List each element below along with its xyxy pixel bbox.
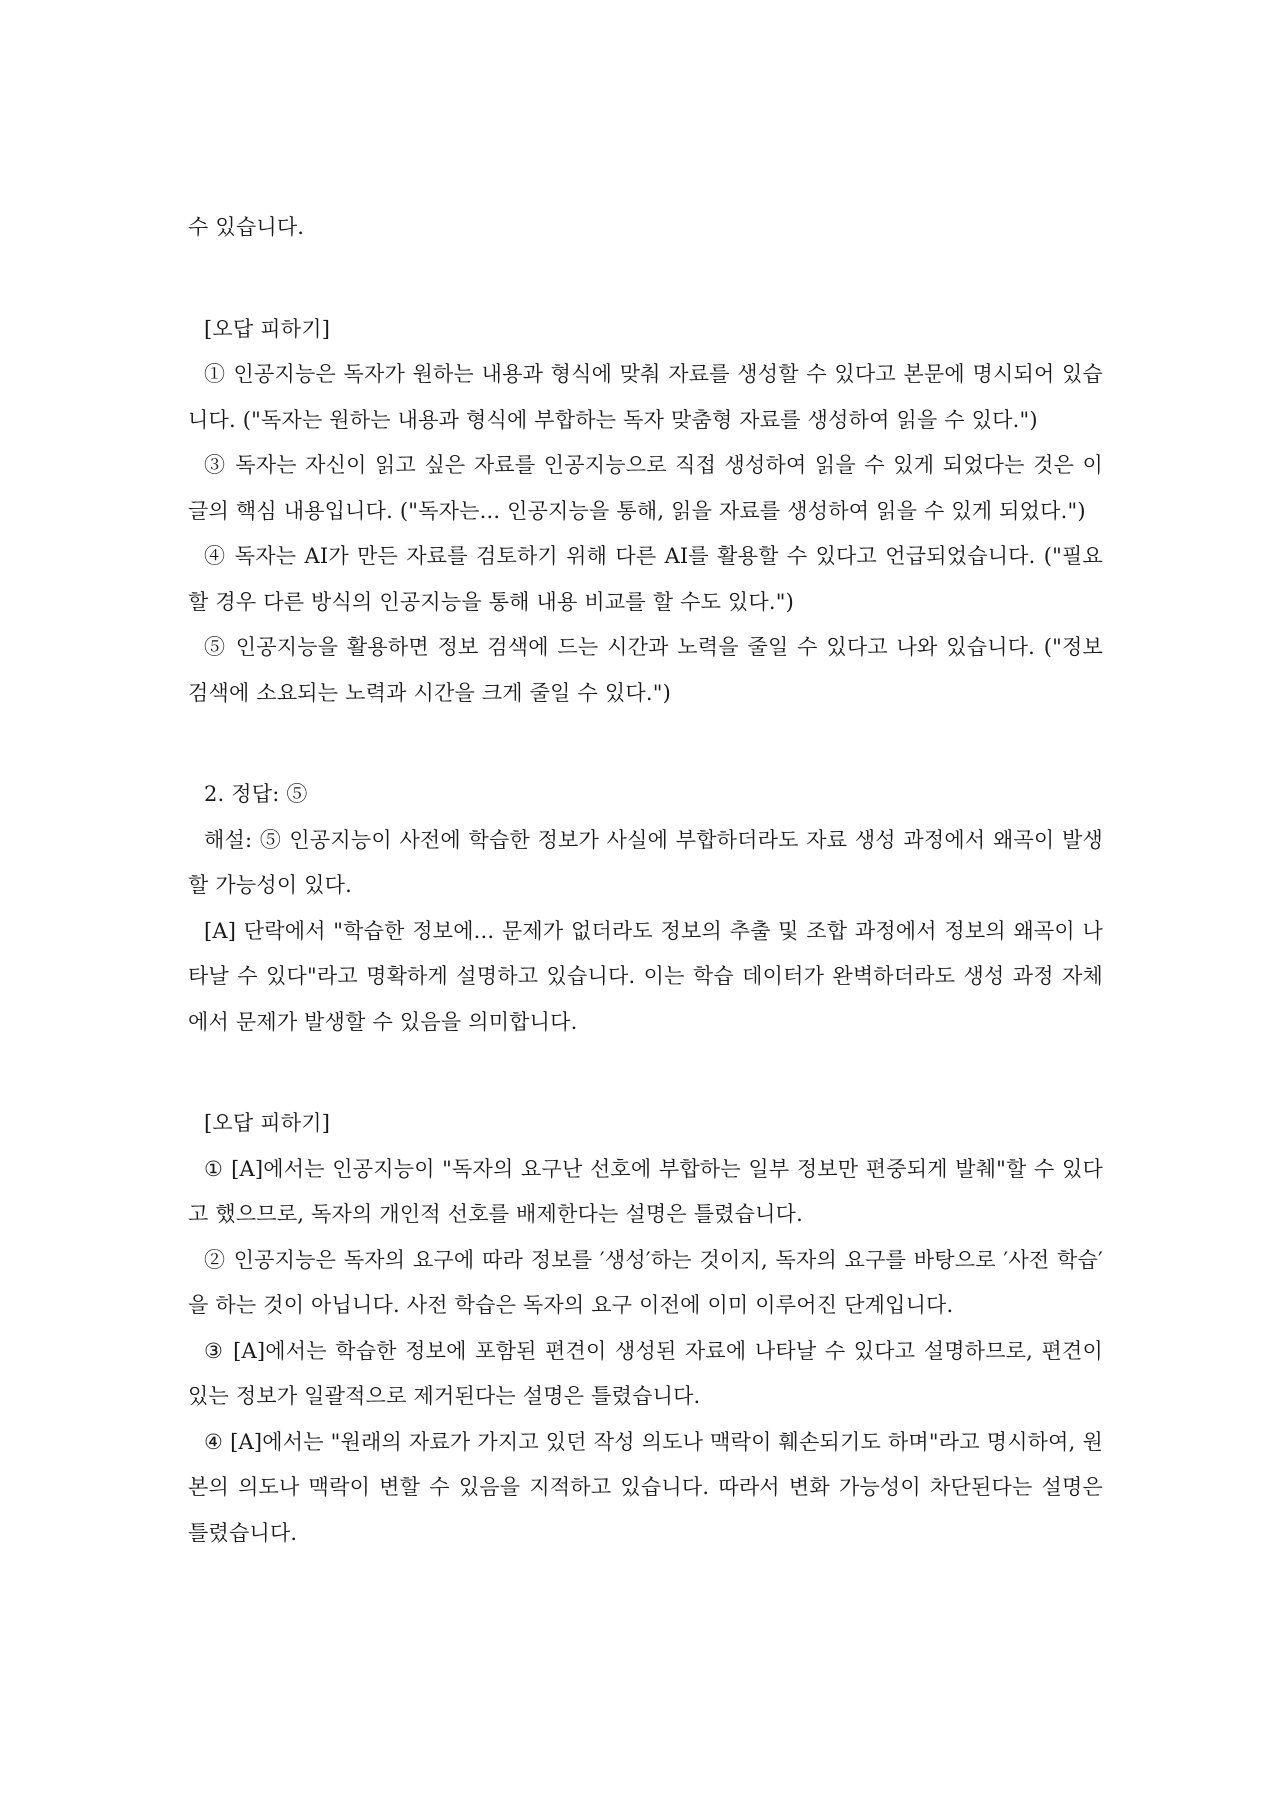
section1-item-5: ⑤ 인공지능을 활용하면 정보 검색에 드는 시간과 노력을 줄일 수 있다고 나와 있습니다. ("정보 검색에 소요되는 노력과 시간을 크게 줄일 수 있다."): [188, 635, 1103, 705]
section1-avoid-heading: [오답 피하기]: [204, 316, 331, 341]
spacer: [188, 1045, 1103, 1101]
continuation-text: 수 있습니다.: [188, 215, 305, 239]
detail-paragraph: [A] 단락에서 "학습한 정보에... 문제가 없더라도 정보의 추출 및 조합 과정에서 정보의 왜곡이 나타날 수 있다"라고 명확하게 설명하고 있습니다. 이는 학습 데이터가 완벽하더라도 생성 과정 자체에서 문제가 발생할 수 있음을 의미합니다.: [188, 918, 1103, 1034]
answer-line: 2. 정답: ⑤: [204, 782, 308, 806]
spacer: [188, 251, 1103, 307]
section1-item-4: ④ 독자는 AI가 만든 자료를 검토하기 위해 다른 AI를 활용할 수 있다고 언급되었습니다. ("필요할 경우 다른 방식의 인공지능을 통해 내용 비교를 할 수도 있다."): [188, 544, 1103, 614]
section2-avoid-heading: [오답 피하기]: [204, 1111, 331, 1135]
section1-item-1: ① 인공지능은 독자가 원하는 내용과 형식에 맞춰 자료를 생성할 수 있다고 본문에 명시되어 있습니다. ("독자는 원하는 내용과 형식에 부합하는 독자 맞춤형 자료를 생성하여 읽을 수 있다."): [188, 362, 1103, 432]
section1-item-3: ③ 독자는 자신이 읽고 싶은 자료를 인공지능으로 직접 생성하여 읽을 수 있게 되었다는 것은 이 글의 핵심 내용입니다. ("독자는... 인공지능을 통해, 읽을 자료를 생성하여 읽을 수 있게 되었다."): [188, 453, 1103, 523]
section2-item-3: ③ [A]에서는 학습한 정보에 포함된 편견이 생성된 자료에 나타날 수 있다고 설명하므로, 편견이 있는 정보가 일괄적으로 제거된다는 설명은 틀렸습니다.: [188, 1338, 1103, 1408]
section2-item-4: ④ [A]에서는 "원래의 자료가 가지고 있던 작성 의도나 맥락이 훼손되기도 하며"라고 명시하여, 원본의 의도나 맥락이 변할 수 있음을 지적하고 있습니다. 따라서 변화 가능성이 차단된다는 설명은 틀렸습니다.: [188, 1429, 1103, 1545]
explanation-paragraph: 해설: ⑤ 인공지능이 사전에 학습한 정보가 사실에 부합하더라도 자료 생성 과정에서 왜곡이 발생할 가능성이 있다.: [188, 827, 1103, 897]
section2-item-2: ② 인공지능은 독자의 요구에 따라 정보를 ′생성′하는 것이지, 독자의 요구를 바탕으로 ′사전 학습′을 하는 것이 아닙니다. 사전 학습은 독자의 요구 이전에 이미 이루어진 단계입니다.: [188, 1247, 1103, 1317]
spacer: [188, 716, 1103, 772]
section2-item-1: ① [A]에서는 인공지능이 "독자의 요구난 선호에 부합하는 일부 정보만 편중되게 발췌"할 수 있다고 했으므로, 독자의 개인적 선호를 배제한다는 설명은 틀렸습니다.: [188, 1156, 1103, 1226]
document-body: [188, 205, 1103, 1556]
